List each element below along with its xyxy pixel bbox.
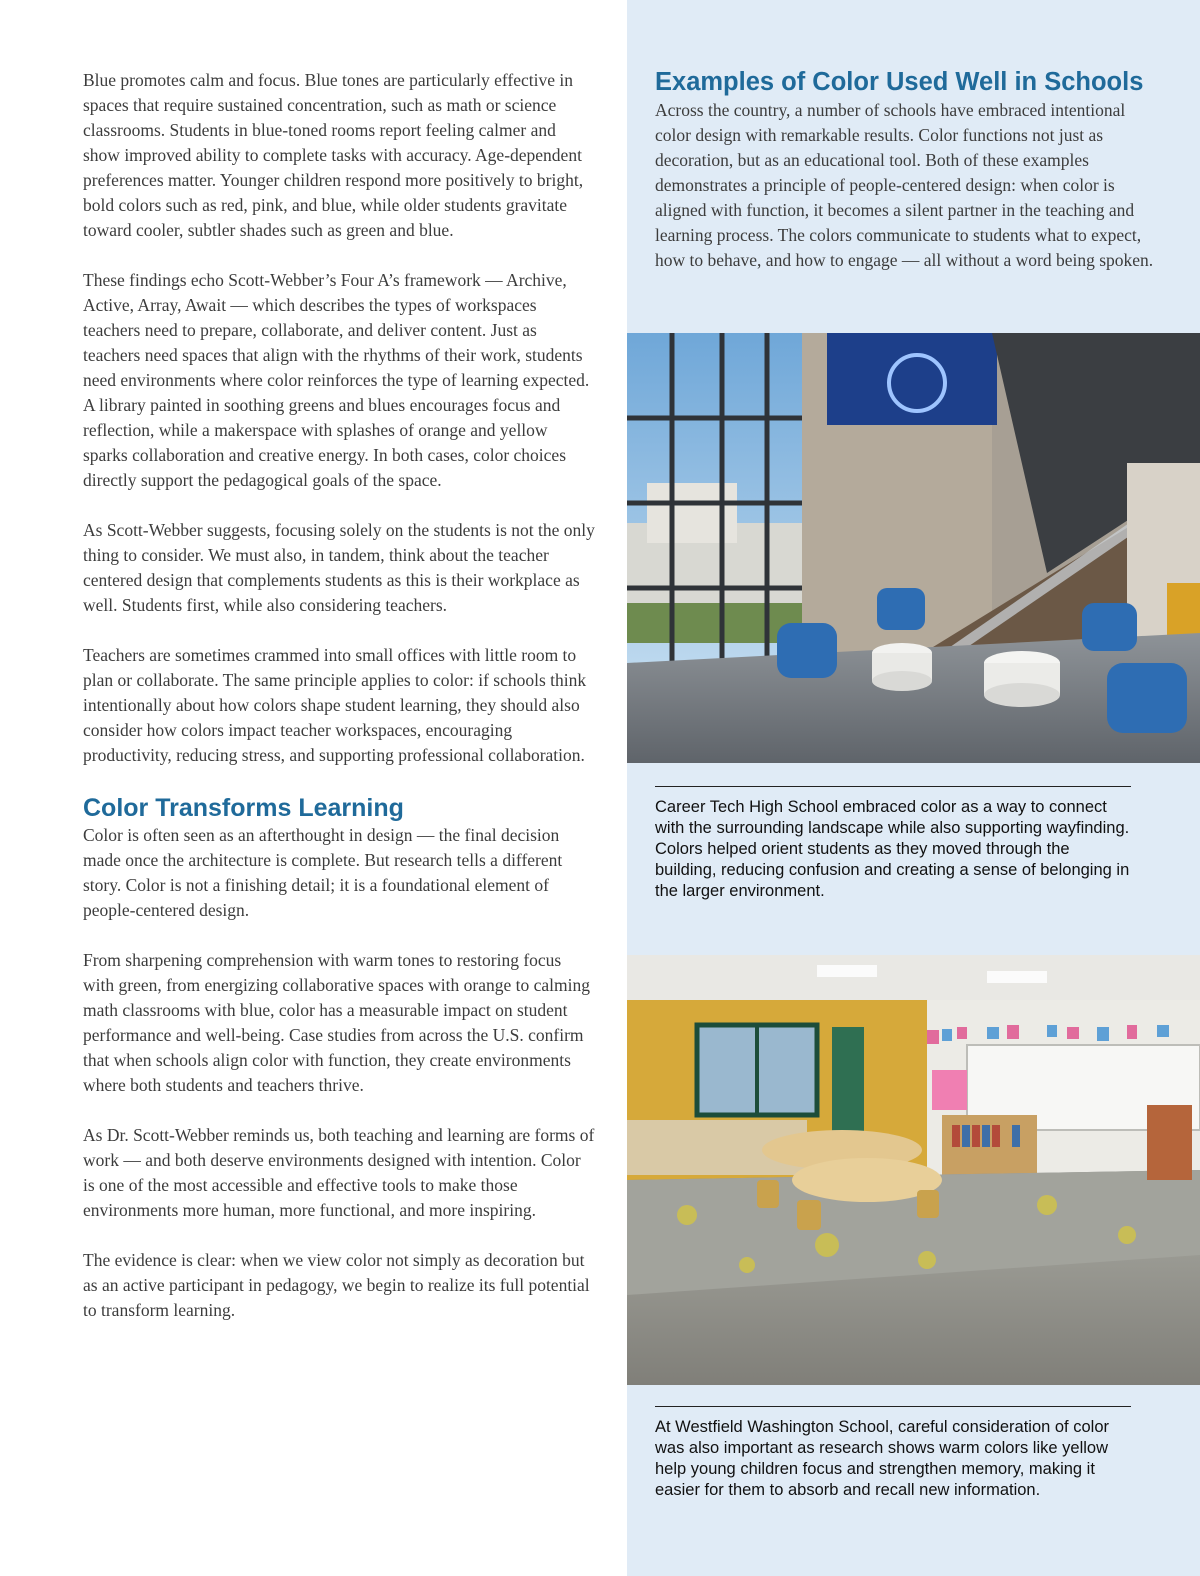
body-paragraph: From sharpening comprehension with warm tones to restoring focus with green, from energizing collaborative spaces with orange to calming math classrooms with blue, color has a measurable impact on student performance and well-being. Case studies from across the U.S. confirm that when schools align color with function, they create environments where both students and teachers thrive. — [83, 950, 591, 1095]
left-column — [83, 68, 595, 1348]
classroom-illustration — [627, 955, 1200, 1385]
body-paragraph: Color is often seen as an afterthought in design — the final decision made once the architecture is complete. But research tells a different story. Color is not a finishing detail; it is a foundational element of people-centered design. — [83, 825, 563, 920]
atrium-photo — [627, 333, 1200, 763]
sidebar-intro: Across the country, a number of schools have embraced intentional color design with remarkable results. Color functions not just as decoration, but as an educational tool. Both of these examples demonstrates a principle of people-centered design: when color is aligned with function, it becomes a silent partner in the teaching and learning process. The colors communicate to students what to expect, how to behave, and how to engage — all without a word being spoken. — [655, 100, 1154, 270]
body-paragraph: Blue promotes calm and focus. Blue tones are particularly effective in spaces that require sustained concentration, such as math or science classrooms. Students in blue-toned rooms report feeling calmer and show improved ability to complete tasks with accuracy. Age-dependent preferences matter. Younger children respond more positively to bright, bold colors such as red, pink, and blue, while older students gravitate toward cooler, subtler shades such as green and blue. — [83, 70, 584, 240]
body-paragraph: The evidence is clear: when we view color not simply as decoration but as an active participant in pedagogy, we begin to realize its full potential to transform learning. — [83, 1250, 590, 1320]
atrium-illustration — [627, 333, 1200, 763]
photo-caption: Career Tech High School embraced color as a way to connect with the surrounding landscape while also supporting wayfinding. Colors helped orient students as they moved through the building, reducing confusion and creating a sense of belonging in the larger environment. — [655, 786, 1131, 902]
body-paragraph: These findings echo Scott-Webber’s Four A’s framework — Archive, Active, Array, Await — which describes the types of workspaces teachers need to prepare, collaborate, and deliver content. Just as teachers need spaces that align with the rhythms of their work, students need environments where color reinforces the type of learning expected. A library painted in soothing greens and blues encourages focus and reflection, while a makerspace with splashes of orange and yellow sparks collaboration and creative energy. In both cases, color choices directly support the pedagogical goals of the space. — [83, 270, 590, 490]
sidebar-heading: Examples of Color Used Well in Schools — [655, 68, 1144, 96]
section-heading: Color Transforms Learning — [83, 794, 404, 822]
photo-caption: At Westfield Washington School, careful consideration of color was also important as research shows warm colors like yellow help young children focus and strengthen memory, making it easier for them to absorb and recall new information. — [655, 1406, 1131, 1501]
body-paragraph: Teachers are sometimes crammed into small offices with little room to plan or collaborate. The same principle applies to color: if schools think intentionally about how colors shape student learning, they should also consider how colors impact teacher workspaces, encouraging productivity, reducing stress, and supporting professional collaboration. — [83, 645, 587, 765]
body-paragraph: As Dr. Scott-Webber reminds us, both teaching and learning are forms of work — and both deserve environments designed with intention. Color is one of the most accessible and effective tools to make those environments more human, more functional, and more inspiring. — [83, 1125, 595, 1220]
sidebar-panel — [627, 0, 1200, 1576]
body-paragraph: As Scott-Webber suggests, focusing solely on the students is not the only thing to consider. We must also, in tandem, think about the teacher centered design that complements students as this is their workplace as well. Students first, while also considering teachers. — [83, 520, 595, 615]
classroom-photo — [627, 955, 1200, 1385]
